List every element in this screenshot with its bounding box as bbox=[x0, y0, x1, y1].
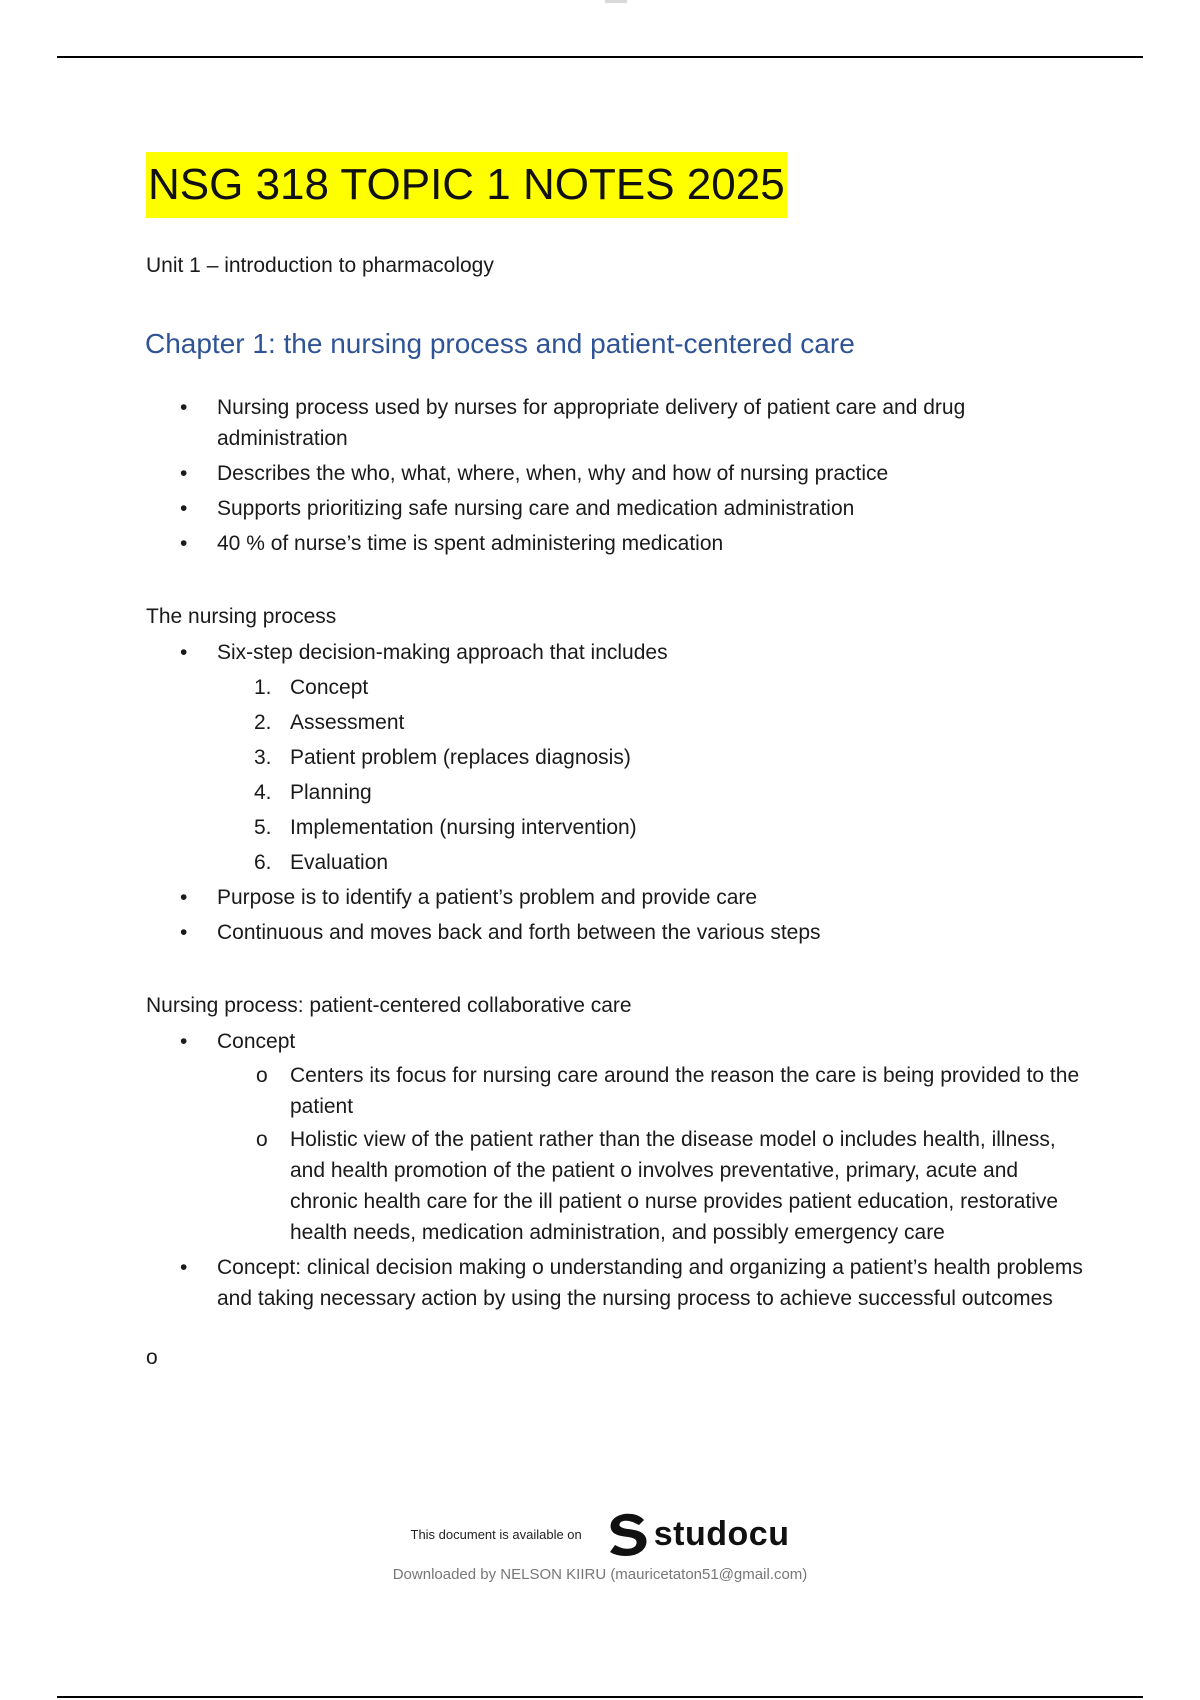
footer-brand-row bbox=[411, 1512, 790, 1556]
bullet-marker: • bbox=[180, 641, 188, 664]
list-item-text: 40 % of nurse’s time is spent administering medication bbox=[217, 532, 724, 555]
step-label: Planning bbox=[290, 781, 372, 804]
list-item bbox=[146, 637, 1086, 878]
bullet-marker: • bbox=[180, 886, 188, 909]
list-item bbox=[146, 1026, 1086, 1248]
studocu-s-icon bbox=[604, 1512, 650, 1556]
intro-bullet-list bbox=[146, 392, 1086, 559]
list-item bbox=[146, 882, 1086, 913]
steps-list bbox=[217, 672, 1086, 878]
step-item bbox=[146, 742, 1086, 773]
footer bbox=[0, 1512, 1200, 1583]
top-page-tab bbox=[605, 0, 627, 3]
step-item bbox=[146, 777, 1086, 808]
concept-sublist bbox=[217, 1060, 1086, 1248]
step-label: Concept bbox=[290, 676, 369, 699]
studocu-wordmark: studocu bbox=[653, 1514, 790, 1553]
step-number: 3. bbox=[254, 746, 272, 769]
sub-list-item bbox=[146, 1060, 1086, 1122]
step-item bbox=[146, 847, 1086, 878]
bullet-marker: • bbox=[180, 1256, 188, 1279]
list-item bbox=[146, 458, 1086, 489]
step-item bbox=[146, 672, 1086, 703]
bullet-marker: • bbox=[180, 532, 188, 555]
bullet-marker: • bbox=[180, 921, 188, 944]
nursing-process-list bbox=[146, 637, 1086, 948]
step-item bbox=[146, 812, 1086, 843]
step-item bbox=[146, 707, 1086, 738]
list-item bbox=[146, 392, 1086, 454]
chapter-heading: Chapter 1: the nursing process and patient-centered care bbox=[145, 328, 855, 359]
list-item-text: Concept bbox=[217, 1030, 296, 1053]
step-number: 4. bbox=[254, 781, 272, 804]
top-rule bbox=[57, 56, 1143, 58]
bullet-marker: • bbox=[180, 396, 188, 419]
section-heading-nursing-process: The nursing process bbox=[146, 605, 337, 628]
step-label: Assessment bbox=[290, 711, 405, 734]
list-item-text: Continuous and moves back and forth between the various steps bbox=[217, 921, 821, 944]
downloaded-by-text: Downloaded by NELSON KIIRU (mauricetaton51@gmail.com) bbox=[392, 1566, 808, 1583]
available-on-text: This document is available on bbox=[410, 1526, 582, 1542]
sub-list-item bbox=[146, 1124, 1086, 1248]
list-item bbox=[146, 528, 1086, 559]
step-number: 5. bbox=[254, 816, 272, 839]
stray-list-marker: o bbox=[146, 1346, 158, 1369]
step-label: Evaluation bbox=[290, 851, 389, 874]
bullet-marker: • bbox=[180, 1030, 188, 1053]
list-item-text: Nursing process used by nurses for appropriate delivery of patient care and drug administration bbox=[217, 396, 966, 450]
sub-list-item-text: Centers its focus for nursing care around the reason the care is being provided to the patient bbox=[290, 1064, 1080, 1118]
document-body bbox=[146, 152, 1086, 1372]
step-label: Patient problem (replaces diagnosis) bbox=[290, 746, 631, 769]
list-item bbox=[146, 1252, 1086, 1314]
list-item-text: Six-step decision-making approach that includes bbox=[217, 641, 668, 664]
bottom-rule bbox=[57, 1696, 1143, 1698]
studocu-logo[interactable] bbox=[604, 1512, 790, 1556]
list-item-text: Concept: clinical decision making o understanding and organizing a patient’s health problems and taking necessary action by using the nursing process to achieve successful outcomes bbox=[217, 1256, 1083, 1310]
section-heading-collaborative-care: Nursing process: patient-centered collaborative care bbox=[146, 994, 632, 1017]
collaborative-care-list bbox=[146, 1026, 1086, 1314]
list-item-text: Supports prioritizing safe nursing care and medication administration bbox=[217, 497, 855, 520]
bullet-marker: • bbox=[180, 497, 188, 520]
unit-line: Unit 1 – introduction to pharmacology bbox=[146, 254, 494, 277]
step-number: 6. bbox=[254, 851, 272, 874]
list-item bbox=[146, 493, 1086, 524]
document-title: NSG 318 TOPIC 1 NOTES 2025 bbox=[146, 152, 787, 218]
bullet-marker: • bbox=[180, 462, 188, 485]
step-number: 2. bbox=[254, 711, 272, 734]
step-number: 1. bbox=[254, 676, 272, 699]
sub-list-item-text: Holistic view of the patient rather than the disease model o includes health, illness, and health promotion of the patient o involves preventative, primary, acute and chronic health care for the ill patient o nurse provides patient education, restorative health needs, medication administration, and possibly emergency care bbox=[290, 1128, 1059, 1244]
list-item-text: Describes the who, what, where, when, why and how of nursing practice bbox=[217, 462, 889, 485]
step-label: Implementation (nursing intervention) bbox=[290, 816, 637, 839]
sub-bullet-marker: o bbox=[256, 1064, 268, 1087]
list-item-text: Purpose is to identify a patient’s problem and provide care bbox=[217, 886, 758, 909]
list-item bbox=[146, 917, 1086, 948]
sub-bullet-marker: o bbox=[256, 1128, 268, 1151]
